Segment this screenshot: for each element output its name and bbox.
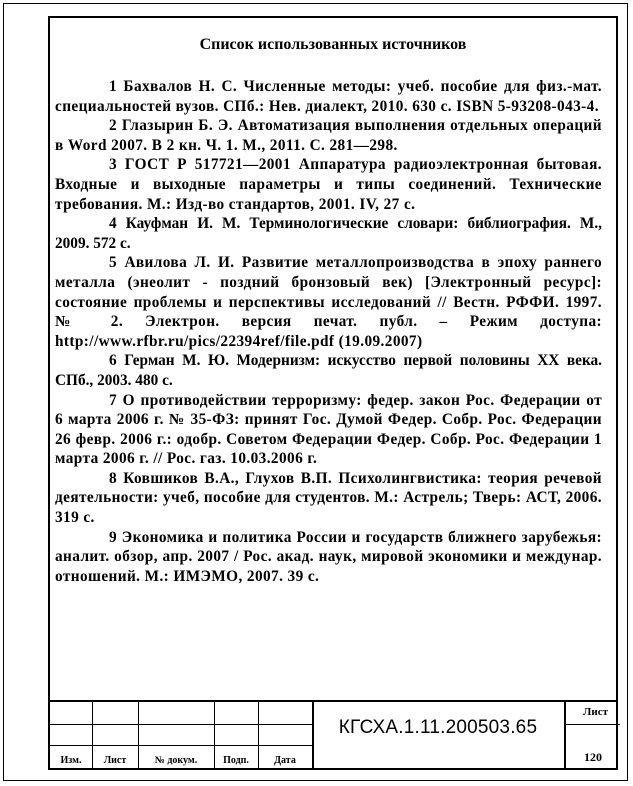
stamp-label-sheet: Лист: [103, 755, 127, 766]
reference-item: 7 О противодействии терроризму: федер. закон Рос. Федерации от 6 марта 2006 г. № 35-ФЗ: принят Гос. Думой Федер. Собр. Рос. Федерации 26 февр. 2006 г.: одобр. Советом Федерации Федер. Собр. Рос. Федерации 1 марта 2006 г. // Рос. газ. 10.03.2006 г.: [55, 391, 602, 468]
reference-item: 6 Герман М. Ю. Модернизм: искусство первой половины XX века. СПб., 2003. 480 с.: [55, 352, 602, 389]
reference-item: 4 Кауфман И. М. Терминологические словари: библиография. М., 2009. 572 с.: [55, 215, 602, 252]
reference-item: 3 ГОСТ Р 517721—2001 Аппаратура радиоэлектронная бытовая. Входные и выходные параметры и типы соединений. Технические требования. М.: Изд-во стандартов, 2001. IV, 27 с.: [55, 156, 602, 213]
reference-item: 8 Ковшиков В.А., Глухов В.П. Психолингвистика: теория речевой деятельности: учеб, пособие для студентов. М.: Астрель; Тверь: АСТ, 2006. 319 с.: [55, 469, 602, 527]
document-sheet: [48, 16, 618, 770]
stamp-label-doc-number: № докум.: [154, 755, 198, 766]
reference-item: 9 Экономика и политика России и государств ближнего зарубежья: аналит. обзор, апр. 2007 / Рос. акад. наук, мировой экономики и междунар. отношений. М.: ИМЭМО, 2007. 39 с.: [55, 528, 602, 585]
reference-item: 1 Бахвалов Н. С. Численные методы: учеб. пособие для физ.-мат. специальностей вузов. СПб.: Нев. диалект, 2010. 630 с. ISBN 5-93208-043-4.: [55, 78, 602, 115]
stamp-divider: [564, 702, 566, 768]
sheet-label: Лист: [583, 706, 608, 718]
stamp-label-date: Дата: [274, 755, 296, 766]
stamp-label-signature: Подп.: [223, 755, 249, 766]
title-block: [50, 700, 616, 768]
sheet-number: 120: [584, 750, 602, 764]
reference-item: 5 Авилова Л. И. Развитие металлопроизводства в эпоху раннего металла (энеолит - поздний бронзовый век) [Электронный ресурс]: состояние проблемы и перспективы исследований // Вестн. РФФИ. 1997. № 2. Электрон. версия печат. публ. – Режим доступа: http://www.rfbr.ru/pics/22394ref/file.pdf (19.09.2007): [55, 254, 602, 350]
reference-list: [55, 77, 602, 586]
reference-item: 2 Глазырин Б. Э. Автоматизация выполнения отдельных операций в Word 2007. В 2 кн. Ч. 1. М., 2011. С. 281—298.: [55, 117, 602, 154]
stamp-row-line: [564, 724, 620, 725]
stamp-row-line: [50, 745, 312, 746]
page-title: Список использованных источников: [199, 36, 467, 53]
stamp-label-change: Изм.: [60, 755, 82, 766]
document-code: КГСХА.1.11.200503.65: [338, 717, 538, 738]
stamp-row-line: [50, 724, 312, 725]
